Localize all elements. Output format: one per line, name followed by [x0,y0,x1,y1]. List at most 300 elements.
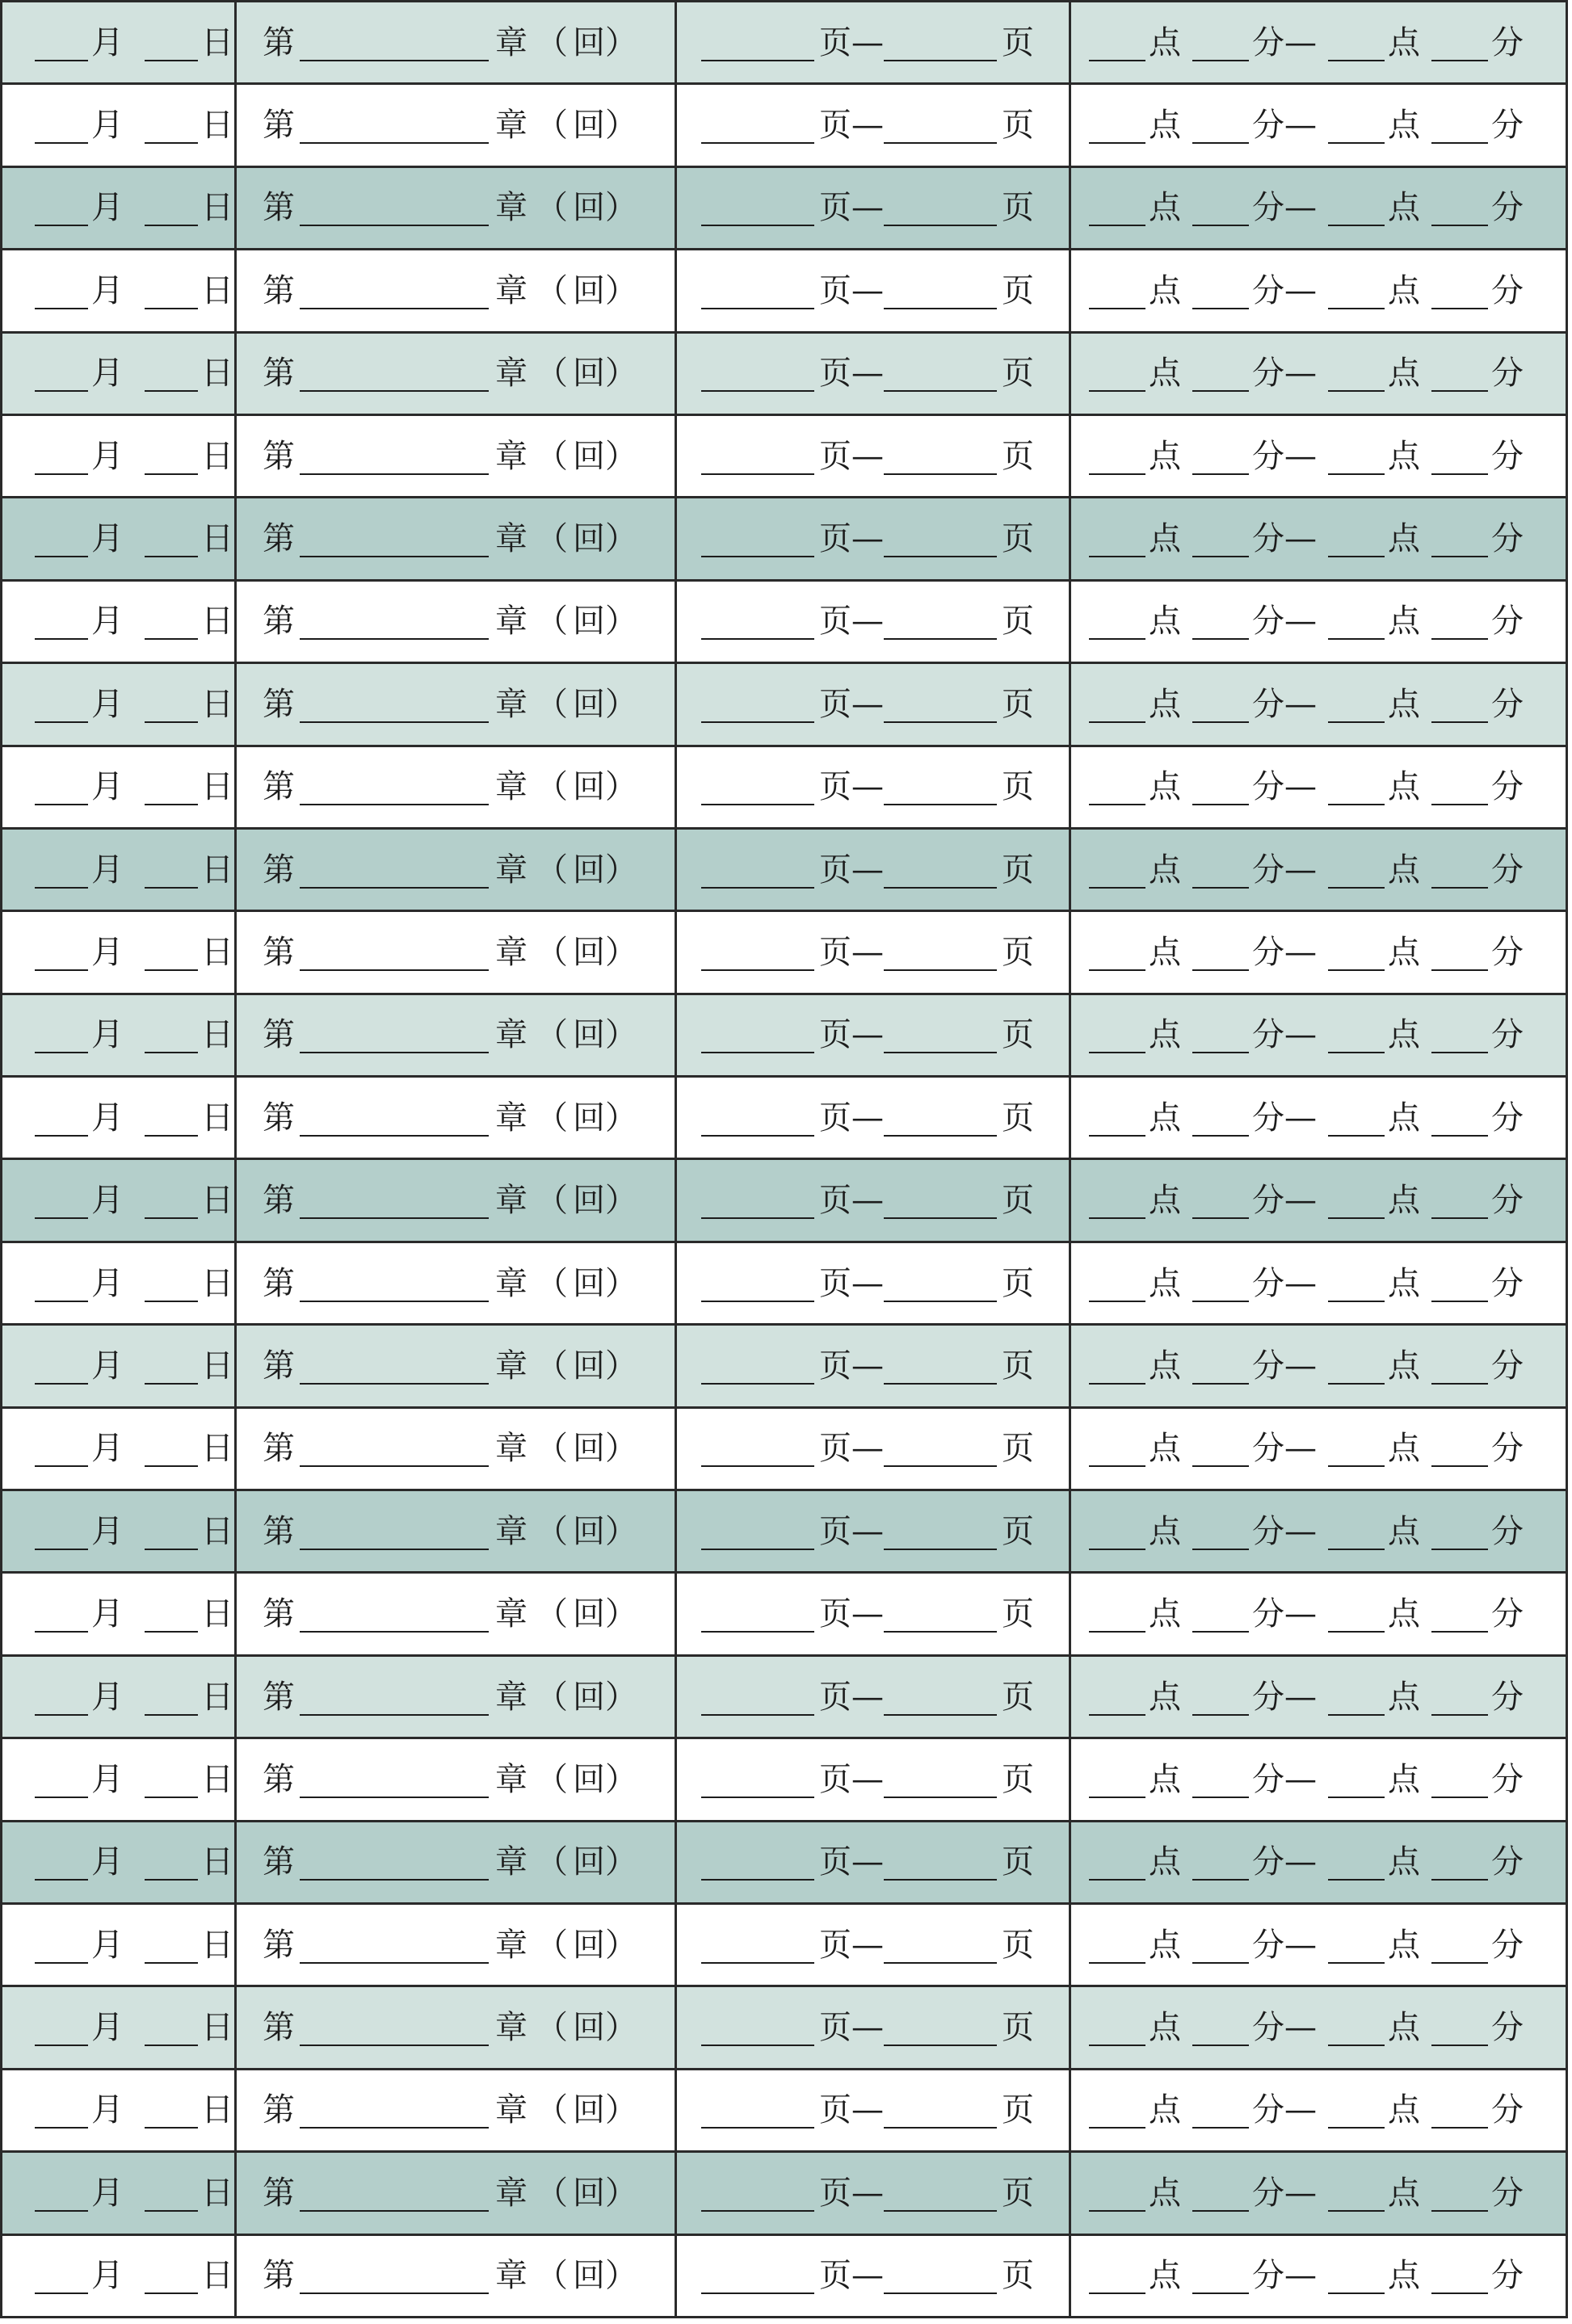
start-minute-blank[interactable] [1192,1595,1249,1633]
month-blank[interactable] [35,1513,88,1550]
start-page-blank[interactable] [701,438,814,475]
end-page-blank[interactable] [884,1099,997,1137]
end-minute-blank[interactable] [1431,2257,1488,2294]
end-page-blank[interactable] [884,1927,997,1964]
time-dash: — [1284,2257,1317,2295]
day-blank[interactable] [145,1182,198,1219]
end-page-blank[interactable] [884,851,997,889]
start-page-blank[interactable] [701,1595,814,1633]
start-minute-blank[interactable] [1192,1843,1249,1881]
end-hour-blank[interactable] [1328,355,1385,392]
start-minute-blank[interactable] [1192,520,1249,557]
start-hour-blank[interactable] [1089,768,1145,805]
start-minute-blank[interactable] [1192,686,1249,723]
month-blank[interactable] [35,851,88,889]
day-blank[interactable] [145,1679,198,1716]
chapter-blank[interactable] [300,24,489,61]
end-page-blank[interactable] [884,1679,997,1716]
month-blank[interactable] [35,2257,88,2294]
day-blank[interactable] [145,768,198,805]
end-hour-label: 点 [1388,1347,1420,1385]
end-minute-blank[interactable] [1431,1843,1488,1881]
chapter-suffix-label: 章 [495,1182,528,1220]
day-blank[interactable] [145,24,198,61]
month-blank[interactable] [35,1347,88,1385]
end-hour-blank[interactable] [1328,1927,1385,1964]
start-page-blank[interactable] [701,603,814,640]
start-page-blank[interactable] [701,2175,814,2212]
day-blank[interactable] [145,2175,198,2212]
start-minute-blank[interactable] [1192,851,1249,889]
day-blank[interactable] [145,851,198,889]
end-hour-blank[interactable] [1328,24,1385,61]
month-blank[interactable] [35,768,88,805]
day-blank[interactable] [145,603,198,640]
end-hour-blank[interactable] [1328,1595,1385,1633]
month-blank[interactable] [35,1679,88,1716]
end-minute-blank[interactable] [1431,2009,1488,2046]
start-hour-blank[interactable] [1089,272,1145,309]
start-page-blank[interactable] [701,1513,814,1550]
end-hour-blank[interactable] [1328,107,1385,144]
paren-open-label: （ [536,768,568,806]
start-page-blank[interactable] [701,1761,814,1798]
end-hour-blank[interactable] [1328,272,1385,309]
pages-dash: — [851,1016,884,1054]
start-hour-blank[interactable] [1089,24,1145,61]
start-hour-blank[interactable] [1089,520,1145,557]
start-minute-blank[interactable] [1192,1182,1249,1219]
chapter-blank[interactable] [300,1761,489,1798]
start-hour-label: 点 [1149,1182,1181,1220]
end-page-label: 页 [1002,1843,1034,1881]
start-minute-blank[interactable] [1192,189,1249,226]
log-row-6 [2,414,1567,497]
end-page-blank[interactable] [884,934,997,971]
day-blank[interactable] [145,686,198,723]
end-minute-blank[interactable] [1431,1679,1488,1716]
start-hour-blank[interactable] [1089,1347,1145,1385]
paren-open-label: （ [536,1678,568,1716]
end-page-blank[interactable] [884,24,997,61]
start-page-blank[interactable] [701,686,814,723]
paren-open-label: （ [536,1512,568,1550]
end-minute-blank[interactable] [1431,686,1488,723]
end-hour-blank[interactable] [1328,2091,1385,2129]
hui-label: 回 [573,2257,605,2295]
chapter-blank[interactable] [300,851,489,889]
month-blank[interactable] [35,107,88,144]
end-minute-blank[interactable] [1431,2091,1488,2129]
end-hour-blank[interactable] [1328,686,1385,723]
end-minute-blank[interactable] [1431,1761,1488,1798]
day-blank[interactable] [145,2091,198,2129]
start-page-blank[interactable] [701,2009,814,2046]
end-page-blank[interactable] [884,2175,997,2212]
chapter-cell [236,84,676,166]
end-hour-blank[interactable] [1328,768,1385,805]
paren-close-label: ） [605,107,637,145]
chapter-suffix-label: 章 [495,2174,528,2212]
end-page-blank[interactable] [884,189,997,226]
day-blank[interactable] [145,520,198,557]
start-page-blank[interactable] [701,272,814,309]
month-blank[interactable] [35,934,88,971]
end-minute-blank[interactable] [1431,107,1488,144]
month-blank[interactable] [35,2091,88,2129]
day-blank[interactable] [145,107,198,144]
end-page-blank[interactable] [884,1513,997,1550]
day-blank[interactable] [145,1513,198,1550]
chapter-blank[interactable] [300,603,489,640]
end-minute-blank[interactable] [1431,1016,1488,1053]
paren-open-label: （ [536,1760,568,1798]
start-minute-blank[interactable] [1192,1513,1249,1550]
end-minute-blank[interactable] [1431,934,1488,971]
start-hour-blank[interactable] [1089,1099,1145,1137]
day-blank[interactable] [145,2009,198,2046]
chapter-cell [236,332,676,414]
end-hour-label: 点 [1388,437,1420,475]
month-blank[interactable] [35,1595,88,1633]
end-hour-blank[interactable] [1328,2257,1385,2294]
end-minute-blank[interactable] [1431,851,1488,889]
start-hour-label: 点 [1149,1099,1181,1137]
start-minute-blank[interactable] [1192,2009,1249,2046]
start-page-blank[interactable] [701,2091,814,2129]
start-page-blank[interactable] [701,851,814,889]
start-page-blank[interactable] [701,1679,814,1716]
start-page-blank[interactable] [701,1927,814,1964]
day-blank[interactable] [145,2257,198,2294]
start-minute-blank[interactable] [1192,2257,1249,2294]
end-hour-blank[interactable] [1328,1679,1385,1716]
end-page-label: 页 [1002,107,1034,145]
end-minute-blank[interactable] [1431,1513,1488,1550]
day-label: 日 [201,271,233,309]
month-blank[interactable] [35,1430,88,1467]
end-minute-blank[interactable] [1431,768,1488,805]
end-page-blank[interactable] [884,520,997,557]
end-hour-label: 点 [1388,2091,1420,2129]
end-page-label: 页 [1002,933,1034,971]
start-page-blank[interactable] [701,1016,814,1053]
start-hour-blank[interactable] [1089,189,1145,226]
month-blank[interactable] [35,2175,88,2212]
start-minute-blank[interactable] [1192,1016,1249,1053]
month-blank[interactable] [35,2009,88,2046]
start-minute-blank[interactable] [1192,1265,1249,1302]
pages-dash: — [851,1595,884,1633]
start-minute-blank[interactable] [1192,24,1249,61]
end-page-blank[interactable] [884,686,997,723]
month-blank[interactable] [35,272,88,309]
end-page-blank[interactable] [884,2091,997,2129]
start-page-blank[interactable] [701,189,814,226]
end-hour-blank[interactable] [1328,851,1385,889]
chapter-blank[interactable] [300,1513,489,1550]
chapter-blank[interactable] [300,1265,489,1302]
end-minute-label: 分 [1491,23,1524,61]
chapter-prefix-label: 第 [263,23,295,61]
start-minute-blank[interactable] [1192,1099,1249,1137]
chapter-blank[interactable] [300,934,489,971]
end-page-blank[interactable] [884,2009,997,2046]
chapter-blank[interactable] [300,1016,489,1053]
start-page-blank[interactable] [701,1843,814,1881]
month-blank[interactable] [35,520,88,557]
month-blank[interactable] [35,1265,88,1302]
start-hour-blank[interactable] [1089,438,1145,475]
chapter-blank[interactable] [300,355,489,392]
day-blank[interactable] [145,189,198,226]
start-minute-blank[interactable] [1192,355,1249,392]
start-hour-blank[interactable] [1089,1927,1145,1964]
end-page-blank[interactable] [884,603,997,640]
start-minute-blank[interactable] [1192,603,1249,640]
start-hour-blank[interactable] [1089,1679,1145,1716]
day-blank[interactable] [145,438,198,475]
end-hour-blank[interactable] [1328,1513,1385,1550]
chapter-blank[interactable] [300,272,489,309]
start-page-blank[interactable] [701,2257,814,2294]
day-blank[interactable] [145,272,198,309]
month-blank[interactable] [35,24,88,61]
chapter-blank[interactable] [300,1430,489,1467]
end-page-blank[interactable] [884,1182,997,1219]
date-cell [2,1821,236,1903]
end-minute-blank[interactable] [1431,2175,1488,2212]
start-minute-blank[interactable] [1192,2091,1249,2129]
start-page-label: 页 [819,768,851,806]
end-page-blank[interactable] [884,438,997,475]
chapter-blank[interactable] [300,2175,489,2212]
end-hour-blank[interactable] [1328,438,1385,475]
chapter-blank[interactable] [300,1347,489,1385]
end-hour-blank[interactable] [1328,603,1385,640]
hui-label: 回 [573,933,605,971]
end-hour-blank[interactable] [1328,1099,1385,1137]
day-blank[interactable] [145,1761,198,1798]
end-minute-blank[interactable] [1431,272,1488,309]
start-page-blank[interactable] [701,1265,814,1302]
pages-dash: — [851,1678,884,1716]
log-row-16 [2,1242,1567,1324]
start-page-blank[interactable] [701,520,814,557]
start-page-blank[interactable] [701,768,814,805]
day-blank[interactable] [145,1927,198,1964]
start-minute-blank[interactable] [1192,934,1249,971]
end-page-blank[interactable] [884,1843,997,1881]
end-minute-blank[interactable] [1431,1182,1488,1219]
day-blank[interactable] [145,1265,198,1302]
start-hour-blank[interactable] [1089,1513,1145,1550]
end-page-blank[interactable] [884,272,997,309]
start-hour-blank[interactable] [1089,603,1145,640]
chapter-blank[interactable] [300,2009,489,2046]
month-blank[interactable] [35,438,88,475]
chapter-blank[interactable] [300,1099,489,1137]
end-hour-blank[interactable] [1328,1265,1385,1302]
start-hour-blank[interactable] [1089,355,1145,392]
month-blank[interactable] [35,603,88,640]
start-page-label: 页 [819,1016,851,1054]
month-blank[interactable] [35,1182,88,1219]
end-minute-blank[interactable] [1431,520,1488,557]
month-blank[interactable] [35,1099,88,1137]
start-minute-label: 分 [1252,1843,1284,1881]
start-minute-label: 分 [1252,1347,1284,1385]
start-hour-blank[interactable] [1089,2257,1145,2294]
end-page-label: 页 [1002,355,1034,393]
end-page-blank[interactable] [884,1761,997,1798]
day-blank[interactable] [145,1016,198,1053]
end-page-blank[interactable] [884,1595,997,1633]
end-hour-blank[interactable] [1328,1182,1385,1219]
end-page-blank[interactable] [884,107,997,144]
chapter-blank[interactable] [300,1679,489,1716]
end-minute-blank[interactable] [1431,1430,1488,1467]
start-minute-blank[interactable] [1192,1347,1249,1385]
start-minute-blank[interactable] [1192,1430,1249,1467]
start-page-blank[interactable] [701,24,814,61]
start-hour-blank[interactable] [1089,107,1145,144]
end-hour-blank[interactable] [1328,1347,1385,1385]
end-hour-blank[interactable] [1328,1761,1385,1798]
chapter-blank[interactable] [300,768,489,805]
day-blank[interactable] [145,934,198,971]
chapter-blank[interactable] [300,1843,489,1881]
month-blank[interactable] [35,1843,88,1881]
month-blank[interactable] [35,1927,88,1964]
start-minute-blank[interactable] [1192,1679,1249,1716]
end-page-blank[interactable] [884,1265,997,1302]
start-hour-blank[interactable] [1089,1182,1145,1219]
end-page-label: 页 [1002,851,1034,889]
chapter-blank[interactable] [300,686,489,723]
start-hour-blank[interactable] [1089,1761,1145,1798]
end-hour-blank[interactable] [1328,2009,1385,2046]
chapter-cell [236,2152,676,2234]
start-minute-blank[interactable] [1192,1761,1249,1798]
start-hour-blank[interactable] [1089,2009,1145,2046]
start-minute-blank[interactable] [1192,107,1249,144]
day-blank[interactable] [145,1430,198,1467]
paren-close-label: ） [605,1099,637,1137]
end-hour-blank[interactable] [1328,2175,1385,2212]
end-page-blank[interactable] [884,768,997,805]
day-blank[interactable] [145,1099,198,1137]
end-page-blank[interactable] [884,1016,997,1053]
day-blank[interactable] [145,1347,198,1385]
end-hour-blank[interactable] [1328,1430,1385,1467]
start-hour-blank[interactable] [1089,1843,1145,1881]
end-minute-blank[interactable] [1431,355,1488,392]
end-hour-blank[interactable] [1328,934,1385,971]
pages-cell [676,1573,1070,1655]
start-page-label: 页 [819,1430,851,1468]
start-minute-blank[interactable] [1192,1927,1249,1964]
end-hour-blank[interactable] [1328,1843,1385,1881]
start-minute-blank[interactable] [1192,2175,1249,2212]
end-minute-blank[interactable] [1431,24,1488,61]
month-blank[interactable] [35,1761,88,1798]
end-minute-blank[interactable] [1431,1595,1488,1633]
start-page-blank[interactable] [701,1182,814,1219]
paren-open-label: （ [536,2257,568,2295]
end-hour-blank[interactable] [1328,189,1385,226]
end-hour-blank[interactable] [1328,1016,1385,1053]
month-blank[interactable] [35,686,88,723]
chapter-blank[interactable] [300,438,489,475]
start-minute-blank[interactable] [1192,272,1249,309]
start-page-blank[interactable] [701,107,814,144]
start-hour-blank[interactable] [1089,1430,1145,1467]
start-hour-blank[interactable] [1089,934,1145,971]
start-minute-label: 分 [1252,2257,1284,2295]
start-page-blank[interactable] [701,1347,814,1385]
start-hour-blank[interactable] [1089,686,1145,723]
time-cell [1070,1077,1567,1159]
start-minute-blank[interactable] [1192,438,1249,475]
start-page-blank[interactable] [701,1430,814,1467]
chapter-blank[interactable] [300,1182,489,1219]
end-page-blank[interactable] [884,1347,997,1385]
end-minute-blank[interactable] [1431,1265,1488,1302]
start-hour-label: 点 [1149,685,1181,723]
start-page-blank[interactable] [701,355,814,392]
start-page-blank[interactable] [701,934,814,971]
end-minute-blank[interactable] [1431,189,1488,226]
end-minute-blank[interactable] [1431,438,1488,475]
chapter-suffix-label: 章 [495,851,528,889]
end-minute-blank[interactable] [1431,1347,1488,1385]
start-hour-blank[interactable] [1089,1595,1145,1633]
day-blank[interactable] [145,1595,198,1633]
start-minute-blank[interactable] [1192,768,1249,805]
end-minute-blank[interactable] [1431,1927,1488,1964]
chapter-blank[interactable] [300,520,489,557]
start-hour-blank[interactable] [1089,2091,1145,2129]
paren-close-label: ） [605,1595,637,1633]
end-page-blank[interactable] [884,2257,997,2294]
end-page-blank[interactable] [884,1430,997,1467]
chapter-blank[interactable] [300,2257,489,2294]
start-hour-blank[interactable] [1089,1016,1145,1053]
month-blank[interactable] [35,189,88,226]
date-cell [2,498,236,580]
end-minute-blank[interactable] [1431,1099,1488,1137]
month-blank[interactable] [35,1016,88,1053]
month-blank[interactable] [35,355,88,392]
start-hour-blank[interactable] [1089,2175,1145,2212]
end-hour-blank[interactable] [1328,520,1385,557]
start-hour-blank[interactable] [1089,851,1145,889]
chapter-blank[interactable] [300,1927,489,1964]
chapter-blank[interactable] [300,189,489,226]
end-minute-blank[interactable] [1431,603,1488,640]
chapter-suffix-label: 章 [495,685,528,723]
start-page-blank[interactable] [701,1099,814,1137]
hui-label: 回 [573,1264,605,1302]
day-blank[interactable] [145,355,198,392]
end-page-blank[interactable] [884,355,997,392]
chapter-blank[interactable] [300,107,489,144]
day-blank[interactable] [145,1843,198,1881]
start-hour-blank[interactable] [1089,1265,1145,1302]
chapter-blank[interactable] [300,2091,489,2129]
chapter-blank[interactable] [300,1595,489,1633]
